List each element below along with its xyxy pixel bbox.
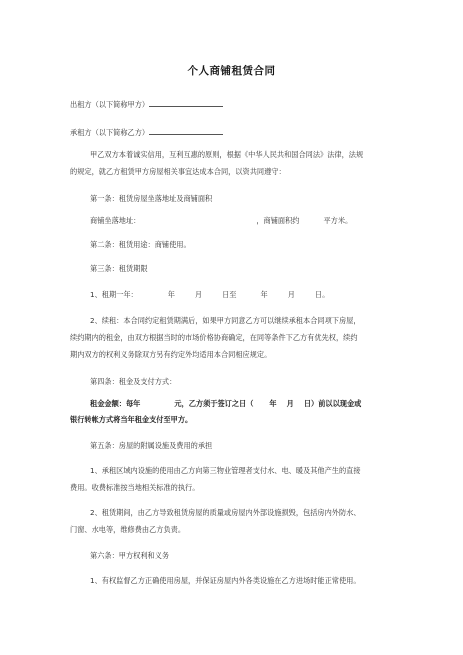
term-month-1: 月 bbox=[194, 290, 203, 299]
lessor-label: 出租方（以下简称甲方） bbox=[70, 100, 150, 109]
rent-middle: 元，乙方须于签订之日（ bbox=[174, 399, 254, 408]
lessor-blank[interactable] bbox=[149, 98, 223, 107]
article-3-heading: 第三条：租赁期限 bbox=[90, 264, 148, 273]
lessee-line bbox=[70, 126, 223, 138]
damage-line-2: 门窗、水电等，维修费由乙方负责。 bbox=[70, 525, 186, 534]
term-line bbox=[90, 290, 329, 300]
facility-line-1: 1、承租区域内设施的使用由乙方向第三物业管理者支付水、电、暖及其他产生的直接 bbox=[90, 466, 361, 475]
term-year-1: 年 bbox=[167, 290, 175, 299]
article-5-heading: 第五条：房屋的附属设施及费用的承担 bbox=[90, 441, 213, 450]
address-line bbox=[90, 216, 352, 226]
article-4-heading: 第四条：租金及支付方式： bbox=[90, 377, 177, 386]
article-6-heading: 第六条：甲方权利和义务 bbox=[90, 551, 170, 560]
term-month-2: 月 bbox=[287, 290, 295, 299]
rent-year: 年 bbox=[269, 399, 277, 408]
rent-day: 日）前以以现金或 bbox=[303, 399, 362, 408]
damage-line-1: 2、租赁期间，由乙方导致租赁房屋的质量或房屋内外部设施损毁，包括房内外防水、 bbox=[90, 508, 361, 517]
renewal-line-3: 期内双方的权利义务除双方另有约定外均适用本合同相应规定。 bbox=[70, 350, 272, 359]
rent-line-2: 银行转帐方式将当年租金支付至甲方。 bbox=[70, 415, 193, 424]
term-day-2: 日。 bbox=[314, 290, 330, 299]
rent-month: 月 bbox=[286, 399, 294, 408]
facility-line-2: 费用。收费标准按当地相关标准的执行。 bbox=[70, 483, 200, 492]
lessor-rights-line: 1、有权监督乙方正确使用房屋，并保证房屋内外各类设施在乙方进场时能正常使用。 bbox=[90, 576, 361, 585]
rent-prefix: 租金金额：每年 bbox=[90, 399, 141, 408]
intro-line-2: 的规定，就乙方租赁甲方房屋相关事宜达成本合同，以资共同遵守： bbox=[70, 167, 286, 176]
intro-line-1: 甲乙双方本着诚实信用，互利互惠的原则，根据《中华人民共和国合同法》法律，法规 bbox=[90, 150, 364, 159]
lessee-label: 承租方（以下简称乙方） bbox=[70, 128, 150, 137]
area-unit: 平方米。 bbox=[323, 216, 353, 225]
rent-line-1 bbox=[90, 399, 361, 409]
address-label: 商铺坐落地址： bbox=[90, 216, 141, 225]
lessor-line bbox=[70, 98, 223, 110]
article-2-heading: 第二条：租赁用途：商铺使用。 bbox=[90, 240, 191, 249]
renewal-line-1: 2、续租：本合同约定租赁期满后，如果甲方同意乙方可以继续承租本合同项下房屋， bbox=[90, 316, 361, 325]
renewal-line-2: 续约期内的租金，由双方根据当时的市场价格协商确定，在同等条件下乙方有优先权，续约 bbox=[70, 333, 358, 342]
term-label: 1、租期一年： bbox=[90, 290, 138, 299]
lessee-blank[interactable] bbox=[149, 126, 223, 135]
term-day-1: 日至 bbox=[222, 290, 237, 299]
area-label: ，商铺面积约 bbox=[256, 216, 300, 225]
document-title: 个人商铺租赁合同 bbox=[187, 65, 276, 77]
article-1-heading: 第一条：租赁房屋坐落地址及商铺面积 bbox=[90, 194, 213, 203]
term-year-2: 年 bbox=[260, 290, 268, 299]
